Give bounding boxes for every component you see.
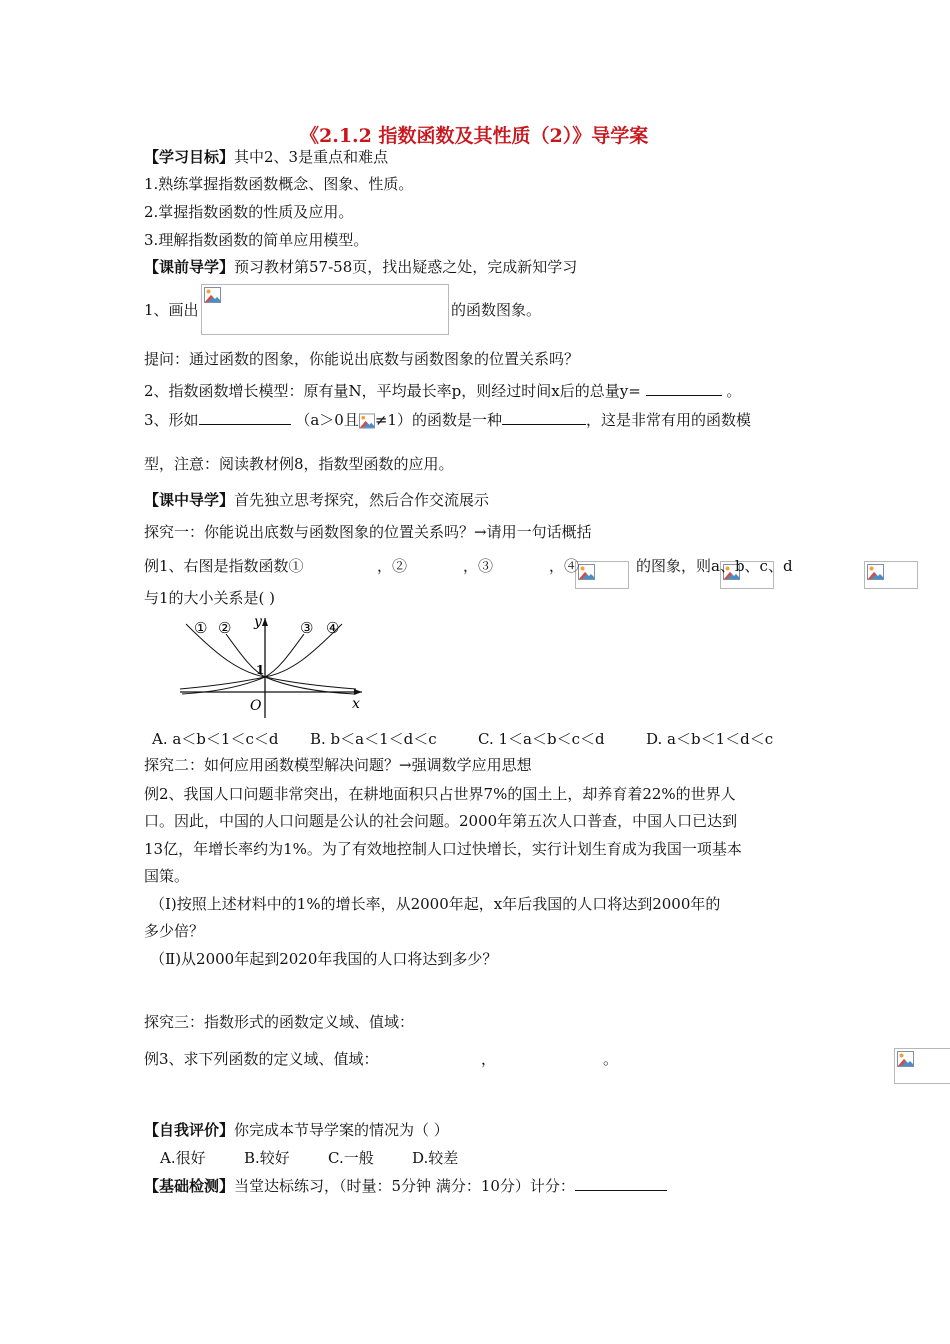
self-choice-c: C.一般 xyxy=(328,1149,374,1167)
self-text: 你完成本节导学案的情况为（ ） xyxy=(234,1121,449,1139)
q1-prefix: 1、画出 xyxy=(144,301,199,319)
q2-end: 。 xyxy=(726,382,742,400)
ex2-line-1: 例2、我国人口问题非常突出，在耕地面积只占世界7%的国土上，却养育着22%的世界人 xyxy=(144,785,736,803)
broken-image-icon xyxy=(204,287,221,303)
broken-image-icon xyxy=(359,413,375,429)
choice-d: D. a＜b＜1＜d＜c xyxy=(646,730,774,748)
curve-3 xyxy=(182,634,304,694)
self-label: 【自我评价】 xyxy=(144,1121,235,1139)
one-label: 1 xyxy=(256,663,265,677)
formula-image-placeholder xyxy=(575,561,629,589)
explore-2: 探究二：如何应用函数模型解决问题？→强调数学应用思想 xyxy=(144,756,532,774)
basic-label: 【基础检测】 xyxy=(144,1177,235,1195)
ask-line: 提问：通过函数的图象，你能说出底数与函数图象的位置关系吗？ xyxy=(144,350,580,368)
ex2-line-3: 13亿，年增长率约为1%。为了有效地控制人口过快增长，实行计划生育成为我国一项基本 xyxy=(144,840,742,858)
basic-text: 当堂达标练习，（时量：5分钟 满分：10分）计分： xyxy=(234,1177,575,1195)
choice-a: A. a＜b＜1＜c＜d xyxy=(152,730,279,748)
q3-cont: 型，注意：阅读教材例8，指数型函数的应用。 xyxy=(144,455,454,473)
origin-label: O xyxy=(250,698,262,714)
self-line xyxy=(144,1120,449,1140)
q3-line xyxy=(144,410,751,430)
ex2-q2: （Ⅱ)从2000年起到2020年我国的人口将达到多少？ xyxy=(150,950,498,968)
q3-b: （a＞0且 xyxy=(295,411,359,429)
choice-b: B. b＜a＜1＜d＜c xyxy=(310,730,437,748)
q3-a: 3、形如 xyxy=(144,411,199,429)
goal-line xyxy=(144,147,388,167)
mid-text: 首先独立思考探究，然后合作交流展示 xyxy=(234,491,490,509)
self-choice-b: B.较好 xyxy=(244,1149,290,1167)
ex2-q1-line-1: （Ⅰ)按照上述材料中的1%的增长率，从2000年起，x年后我国的人口将达到2000年的 xyxy=(150,895,721,913)
pre-label: 【课前导学】 xyxy=(144,258,235,276)
q2-blank xyxy=(646,381,722,396)
q3-c: ≠1）的函数是一种 xyxy=(374,411,502,429)
q2-line xyxy=(144,381,741,401)
x-label: x xyxy=(352,696,360,712)
y-axis-arrow xyxy=(262,618,268,626)
x-axis-arrow xyxy=(354,689,362,695)
q2-text: 2、指数函数增长模型：原有量N，平均最长率p，则经过时间x后的总量y= xyxy=(144,382,641,400)
exponential-curves-figure xyxy=(176,612,366,722)
ex1-sep3: ，③ xyxy=(463,557,494,575)
broken-image-icon xyxy=(578,564,595,580)
q3-blank-2 xyxy=(502,410,586,425)
y-label: y xyxy=(254,614,262,630)
goal-item-2: 2.掌握指数函数的性质及应用。 xyxy=(144,203,354,221)
label-2: ② xyxy=(218,619,232,637)
label-1: ① xyxy=(194,619,208,637)
ex1-cont: 与1的大小关系是( ) xyxy=(144,589,276,607)
ex1-sep4: ，④ xyxy=(549,557,580,575)
ex2-line-2: 口。因此，中国的人口问题是公认的社会问题。2000年第五次人口普查，中国人口已达到 xyxy=(144,812,738,830)
ex1-suffix: 的图象，则a、b、c、d xyxy=(636,557,793,575)
q1-suffix: 的函数图象。 xyxy=(451,301,542,319)
self-choice-d: D.较差 xyxy=(412,1149,459,1167)
formula-image-placeholder xyxy=(359,413,375,430)
choice-c: C. 1＜a＜b＜c＜d xyxy=(478,730,605,748)
ex2-q1-line-2: 多少倍？ xyxy=(144,922,205,940)
self-choice-a: A.很好 xyxy=(160,1149,206,1167)
q3-d: ，这是非常有用的函数模 xyxy=(585,411,751,429)
mid-label: 【课中导学】 xyxy=(144,491,235,509)
pre-line xyxy=(144,257,577,277)
broken-image-icon xyxy=(897,1051,914,1067)
goal-label: 【学习目标】 xyxy=(144,148,235,166)
ex2-line-4: 国策。 xyxy=(144,867,190,885)
goal-item-1: 1.熟练掌握指数函数概念、图象、性质。 xyxy=(144,175,414,193)
ex3-end: 。 xyxy=(603,1050,619,1068)
q3-blank-1 xyxy=(199,410,291,425)
goal-text: 其中2、3是重点和难点 xyxy=(234,148,389,166)
goal-item-3: 3.理解指数函数的简单应用模型。 xyxy=(144,231,369,249)
formula-image-placeholder xyxy=(894,1048,950,1084)
pre-text: 预习教材第57-58页，找出疑惑之处，完成新知学习 xyxy=(234,258,578,276)
ex3-prefix: 例3、求下列函数的定义域、值域： xyxy=(144,1050,379,1068)
formula-image-placeholder xyxy=(864,561,918,589)
page-title: 《2.1.2 指数函数及其性质（2）》导学案 xyxy=(300,125,649,147)
ex1-prefix: 例1、右图是指数函数① xyxy=(144,557,304,575)
formula-image-placeholder xyxy=(201,284,449,335)
basic-line xyxy=(144,1176,667,1196)
explore-3: 探究三：指数形式的函数定义域、值域： xyxy=(144,1013,415,1031)
mid-line xyxy=(144,490,489,510)
curve-2 xyxy=(226,634,354,694)
score-blank xyxy=(575,1176,667,1191)
ex1-sep2: ，② xyxy=(377,557,408,575)
broken-image-icon xyxy=(867,564,884,580)
explore-1: 探究一：你能说出底数与函数图象的位置关系吗？→请用一句话概括 xyxy=(144,523,592,541)
label-4: ④ xyxy=(326,619,340,637)
label-3: ③ xyxy=(300,619,314,637)
ex3-sep: ， xyxy=(481,1050,497,1068)
